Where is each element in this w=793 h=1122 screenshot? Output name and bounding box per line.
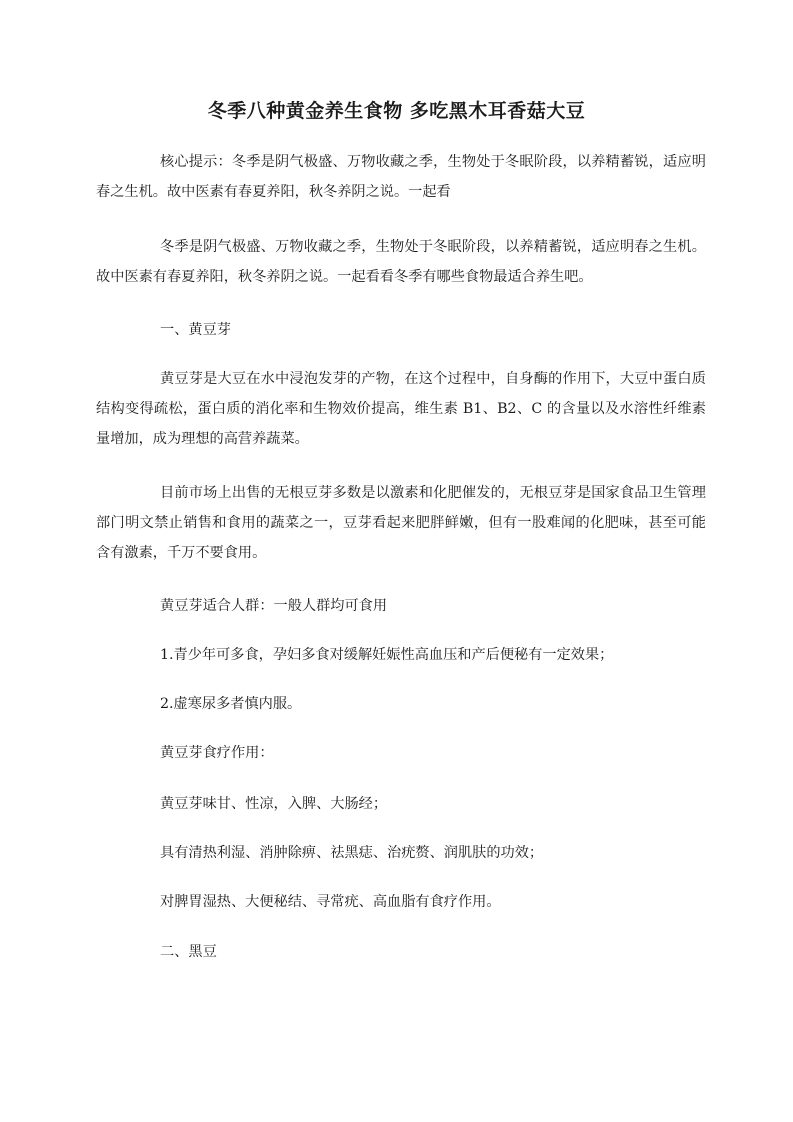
paragraph-core-tip: 核心提示：冬季是阴气极盛、万物收藏之季，生物处于冬眠阶段，以养精蓄锐，适应明春之生机。故中医素有春夏养阳，秋冬养阴之说。一起看 bbox=[96, 154, 706, 200]
paragraph-intro: 冬季是阴气极盛、万物收藏之季，生物处于冬眠阶段，以养精蓄锐，适应明春之生机。故中医素有春夏养阳，秋冬养阴之说。一起看看冬季有哪些食物最适合养生吧。 bbox=[96, 239, 706, 285]
list-item-2: 2.虚寒尿多者慎内服。 bbox=[160, 696, 302, 712]
heading-section-2: 二、黑豆 bbox=[160, 944, 217, 960]
list-item-1: 1.青少年可多食，孕妇多食对缓解妊娠性高血压和产后便秘有一定效果； bbox=[160, 647, 614, 663]
paragraph-taste-nature: 黄豆芽味甘、性凉，入脾、大肠经； bbox=[160, 796, 388, 812]
paragraph-therapy-effect: 对脾胃湿热、大便秘结、寻常疣、高血脂有食疗作用。 bbox=[160, 894, 501, 910]
paragraph-soybean-sprout: 黄豆芽是大豆在水中浸泡发芽的产物，在这个过程中，自身酶的作用下，大豆中蛋白质结构变得疏松，蛋白质的消化率和生物效价提高，维生素 B1、B2、C 的含量以及水溶性纤维素量增加，成为理想的高营养蔬菜。 bbox=[96, 371, 706, 447]
paragraph-suitable-people: 黄豆芽适合人群：一般人群均可食用 bbox=[160, 598, 388, 614]
document-title: 冬季八种黄金养生食物 多吃黑木耳香菇大豆 bbox=[207, 100, 586, 122]
paragraph-therapy-heading: 黄豆芽食疗作用： bbox=[160, 745, 274, 761]
paragraph-efficacy: 具有清热利湿、消肿除痹、祛黑痣、治疣赘、润肌肤的功效； bbox=[160, 845, 544, 861]
paragraph-rootless-sprout: 目前市场上出售的无根豆芽多数是以激素和化肥催发的，无根豆芽是国家食品卫生管理部门明文禁止销售和食用的蔬菜之一，豆芽看起来肥胖鲜嫩，但有一股难闻的化肥味，甚至可能含有激素，千万不要食用。 bbox=[96, 485, 706, 561]
heading-section-1: 一、黄豆芽 bbox=[160, 322, 231, 338]
